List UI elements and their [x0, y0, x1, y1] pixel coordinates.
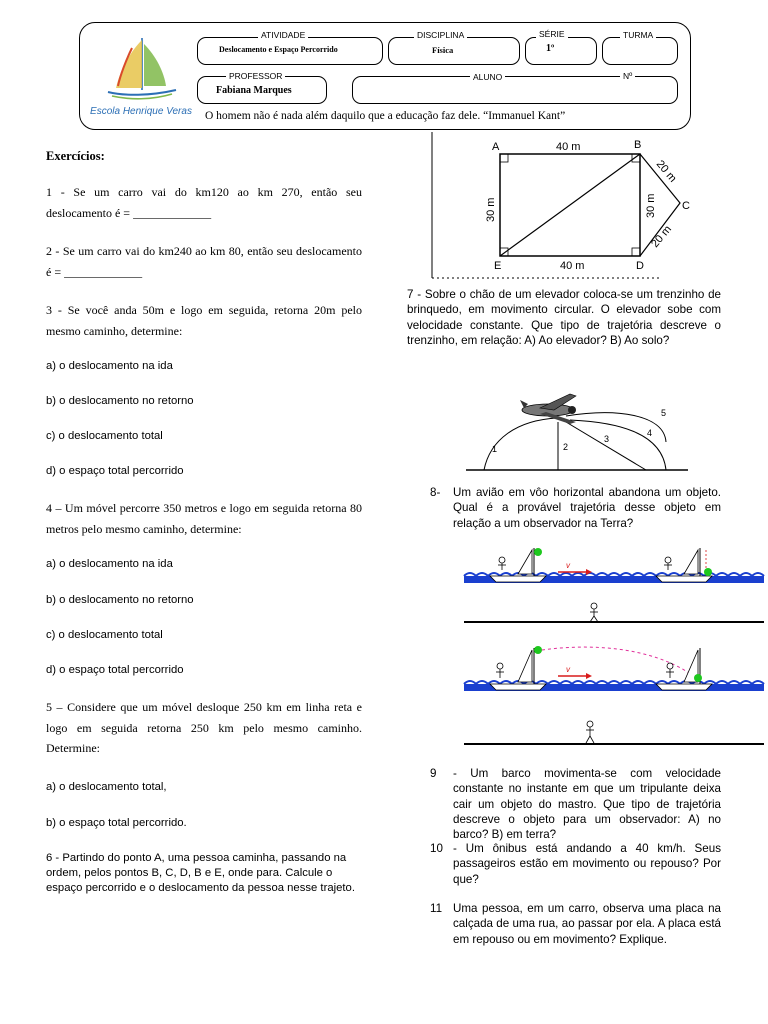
- water-waves: [464, 681, 764, 684]
- teacher-label: PROFESSOR: [226, 71, 285, 81]
- right-angle-a: [500, 154, 508, 162]
- subject-value: Física: [432, 45, 454, 55]
- sailor-icon: [664, 557, 672, 570]
- question-9: - Um barco movimenta-se com velocidade constante no instante em que um tripulante deixa cair um objeto do mastro. Que tipo de trajetória descreve o objeto para um observador: A) no barco? B) em terra?: [453, 767, 721, 842]
- boat-figure-top: [460, 542, 766, 626]
- grade-box: [525, 37, 597, 65]
- question-3b: b) o deslocamento no retorno: [46, 395, 194, 407]
- grade-label: SÉRIE: [536, 29, 568, 39]
- grade-value: 1º: [546, 43, 555, 54]
- question-6: 6 - Partindo do ponto A, uma pessoa caminha, passando na ordem, pelos pontos B, C, D, B e E, onde para. Calcule o espaço percorrido e o deslocamento da pessoa nesse trajeto.: [46, 852, 355, 894]
- traj-label-3: 3: [604, 434, 610, 444]
- question-4: 4 – Um móvel percorre 350 metros e logo em seguida retorna 80 metros pelo mesmo caminho, determine:: [46, 501, 362, 536]
- object-ball: [534, 646, 542, 654]
- class-label: TURMA: [620, 30, 656, 40]
- label-e: E: [494, 260, 502, 272]
- observer-icon: [586, 721, 594, 743]
- airplane-trajectory-figure: [466, 392, 692, 474]
- student-number-divider: [610, 74, 612, 76]
- question-10: - Um ônibus está andando a 40 km/h. Seus passageiros estão em movimento ou repouso? Por que?: [453, 842, 721, 886]
- header-quote: O homem não é nada além daquilo que a educação faz dele. “Immanuel Kant”: [205, 110, 566, 122]
- question-8: Um avião em vôo horizontal abandona um objeto. Qual é a provável trajetória desse objeto em relação a um observador na Terra?: [453, 486, 721, 530]
- question-3a: a) o deslocamento na ida: [46, 360, 173, 372]
- sailor-icon: [666, 663, 674, 678]
- length-right: 30 m: [645, 193, 657, 218]
- airplane-icon: [520, 394, 576, 424]
- exercises-title: Exercícios:: [46, 149, 105, 163]
- object-ball: [694, 674, 702, 682]
- velocity-label: v: [566, 561, 570, 570]
- trajectory-3: [566, 422, 646, 470]
- question-10-number: 10: [430, 842, 443, 855]
- question-4c: c) o deslocamento total: [46, 629, 163, 641]
- length-bc: 20 m: [653, 158, 679, 185]
- traj-label-1: 1: [492, 444, 498, 454]
- length-top: 40 m: [556, 141, 581, 153]
- class-box: [602, 37, 678, 65]
- traj-label-2: 2: [563, 442, 569, 452]
- velocity-label: v: [566, 665, 570, 674]
- traj-label-4: 4: [647, 428, 653, 438]
- question-11-number: 11: [430, 902, 443, 915]
- diagonal-be: [500, 154, 640, 256]
- student-label: ALUNO: [470, 72, 505, 82]
- label-c: C: [682, 200, 690, 212]
- right-angle-d: [632, 248, 640, 256]
- water-waves: [464, 573, 764, 576]
- question-7: 7 - Sobre o chão de um elevador coloca-se um trenzinho de brinquedo, em movimento circular. O elevador sobe com velocidade constante. Que tipo de trajetória descreve o trenzinho, em relação: A) Ao elevador? B) Ao solo?: [407, 288, 721, 347]
- sailor-icon: [496, 663, 504, 678]
- number-label: Nº: [620, 71, 635, 81]
- question-1: 1 - Se um carro vai do km120 ao km 270, então seu deslocamento é = _____________: [46, 185, 362, 220]
- traj-label-5: 5: [661, 408, 667, 418]
- sailboat-icon: [490, 648, 546, 690]
- question-4d: d) o espaço total percorrido: [46, 664, 184, 676]
- label-b: B: [634, 139, 642, 151]
- question-5b: b) o espaço total percorrido.: [46, 817, 187, 829]
- question-9-number: 9: [430, 767, 437, 780]
- object-ball: [534, 548, 542, 556]
- question-3c: c) o deslocamento total: [46, 430, 163, 442]
- label-d: D: [636, 260, 644, 272]
- length-bottom: 40 m: [560, 260, 585, 272]
- school-logo: [90, 30, 192, 118]
- activity-label: ATIVIDADE: [258, 30, 308, 40]
- subject-label: DISCIPLINA: [414, 30, 467, 40]
- question-2: 2 - Se um carro vai do km240 ao km 80, então seu deslocamento é = _____________: [46, 244, 362, 279]
- sailboat-icon: [656, 648, 712, 690]
- label-a: A: [492, 141, 500, 153]
- path-diagram: [420, 132, 700, 282]
- school-name: Escola Henrique Veras: [90, 106, 192, 117]
- question-5a: a) o deslocamento total,: [46, 781, 167, 793]
- question-8-number: 8-: [430, 486, 441, 499]
- question-11: Uma pessoa, em um carro, observa uma placa na calçada de uma rua, ao passar por ela. A placa está em repouso ou em movimento? Explique.: [453, 902, 721, 946]
- subject-box: [388, 37, 520, 65]
- object-ball: [704, 568, 712, 576]
- question-3d: d) o espaço total percorrido: [46, 465, 184, 477]
- boat-figure-bottom: [460, 640, 766, 752]
- observer-icon: [590, 603, 598, 622]
- teacher-value: Fabiana Marques: [216, 85, 292, 96]
- question-5: 5 – Considere que um móvel desloque 250 km em linha reta e logo em seguida retorna 250 km pelo mesmo caminho. Determine:: [46, 700, 362, 755]
- sailor-icon: [498, 557, 506, 570]
- velocity-arrow-head: [586, 673, 592, 679]
- question-4b: b) o deslocamento no retorno: [46, 594, 194, 606]
- length-cd: 20 m: [649, 223, 675, 250]
- activity-value: Deslocamento e Espaço Percorrido: [219, 45, 338, 54]
- question-4a: a) o deslocamento na ida: [46, 558, 173, 570]
- length-left: 30 m: [485, 197, 497, 222]
- question-3: 3 - Se você anda 50m e logo em seguida, retorna 20m pelo mesmo caminho, determine:: [46, 303, 362, 338]
